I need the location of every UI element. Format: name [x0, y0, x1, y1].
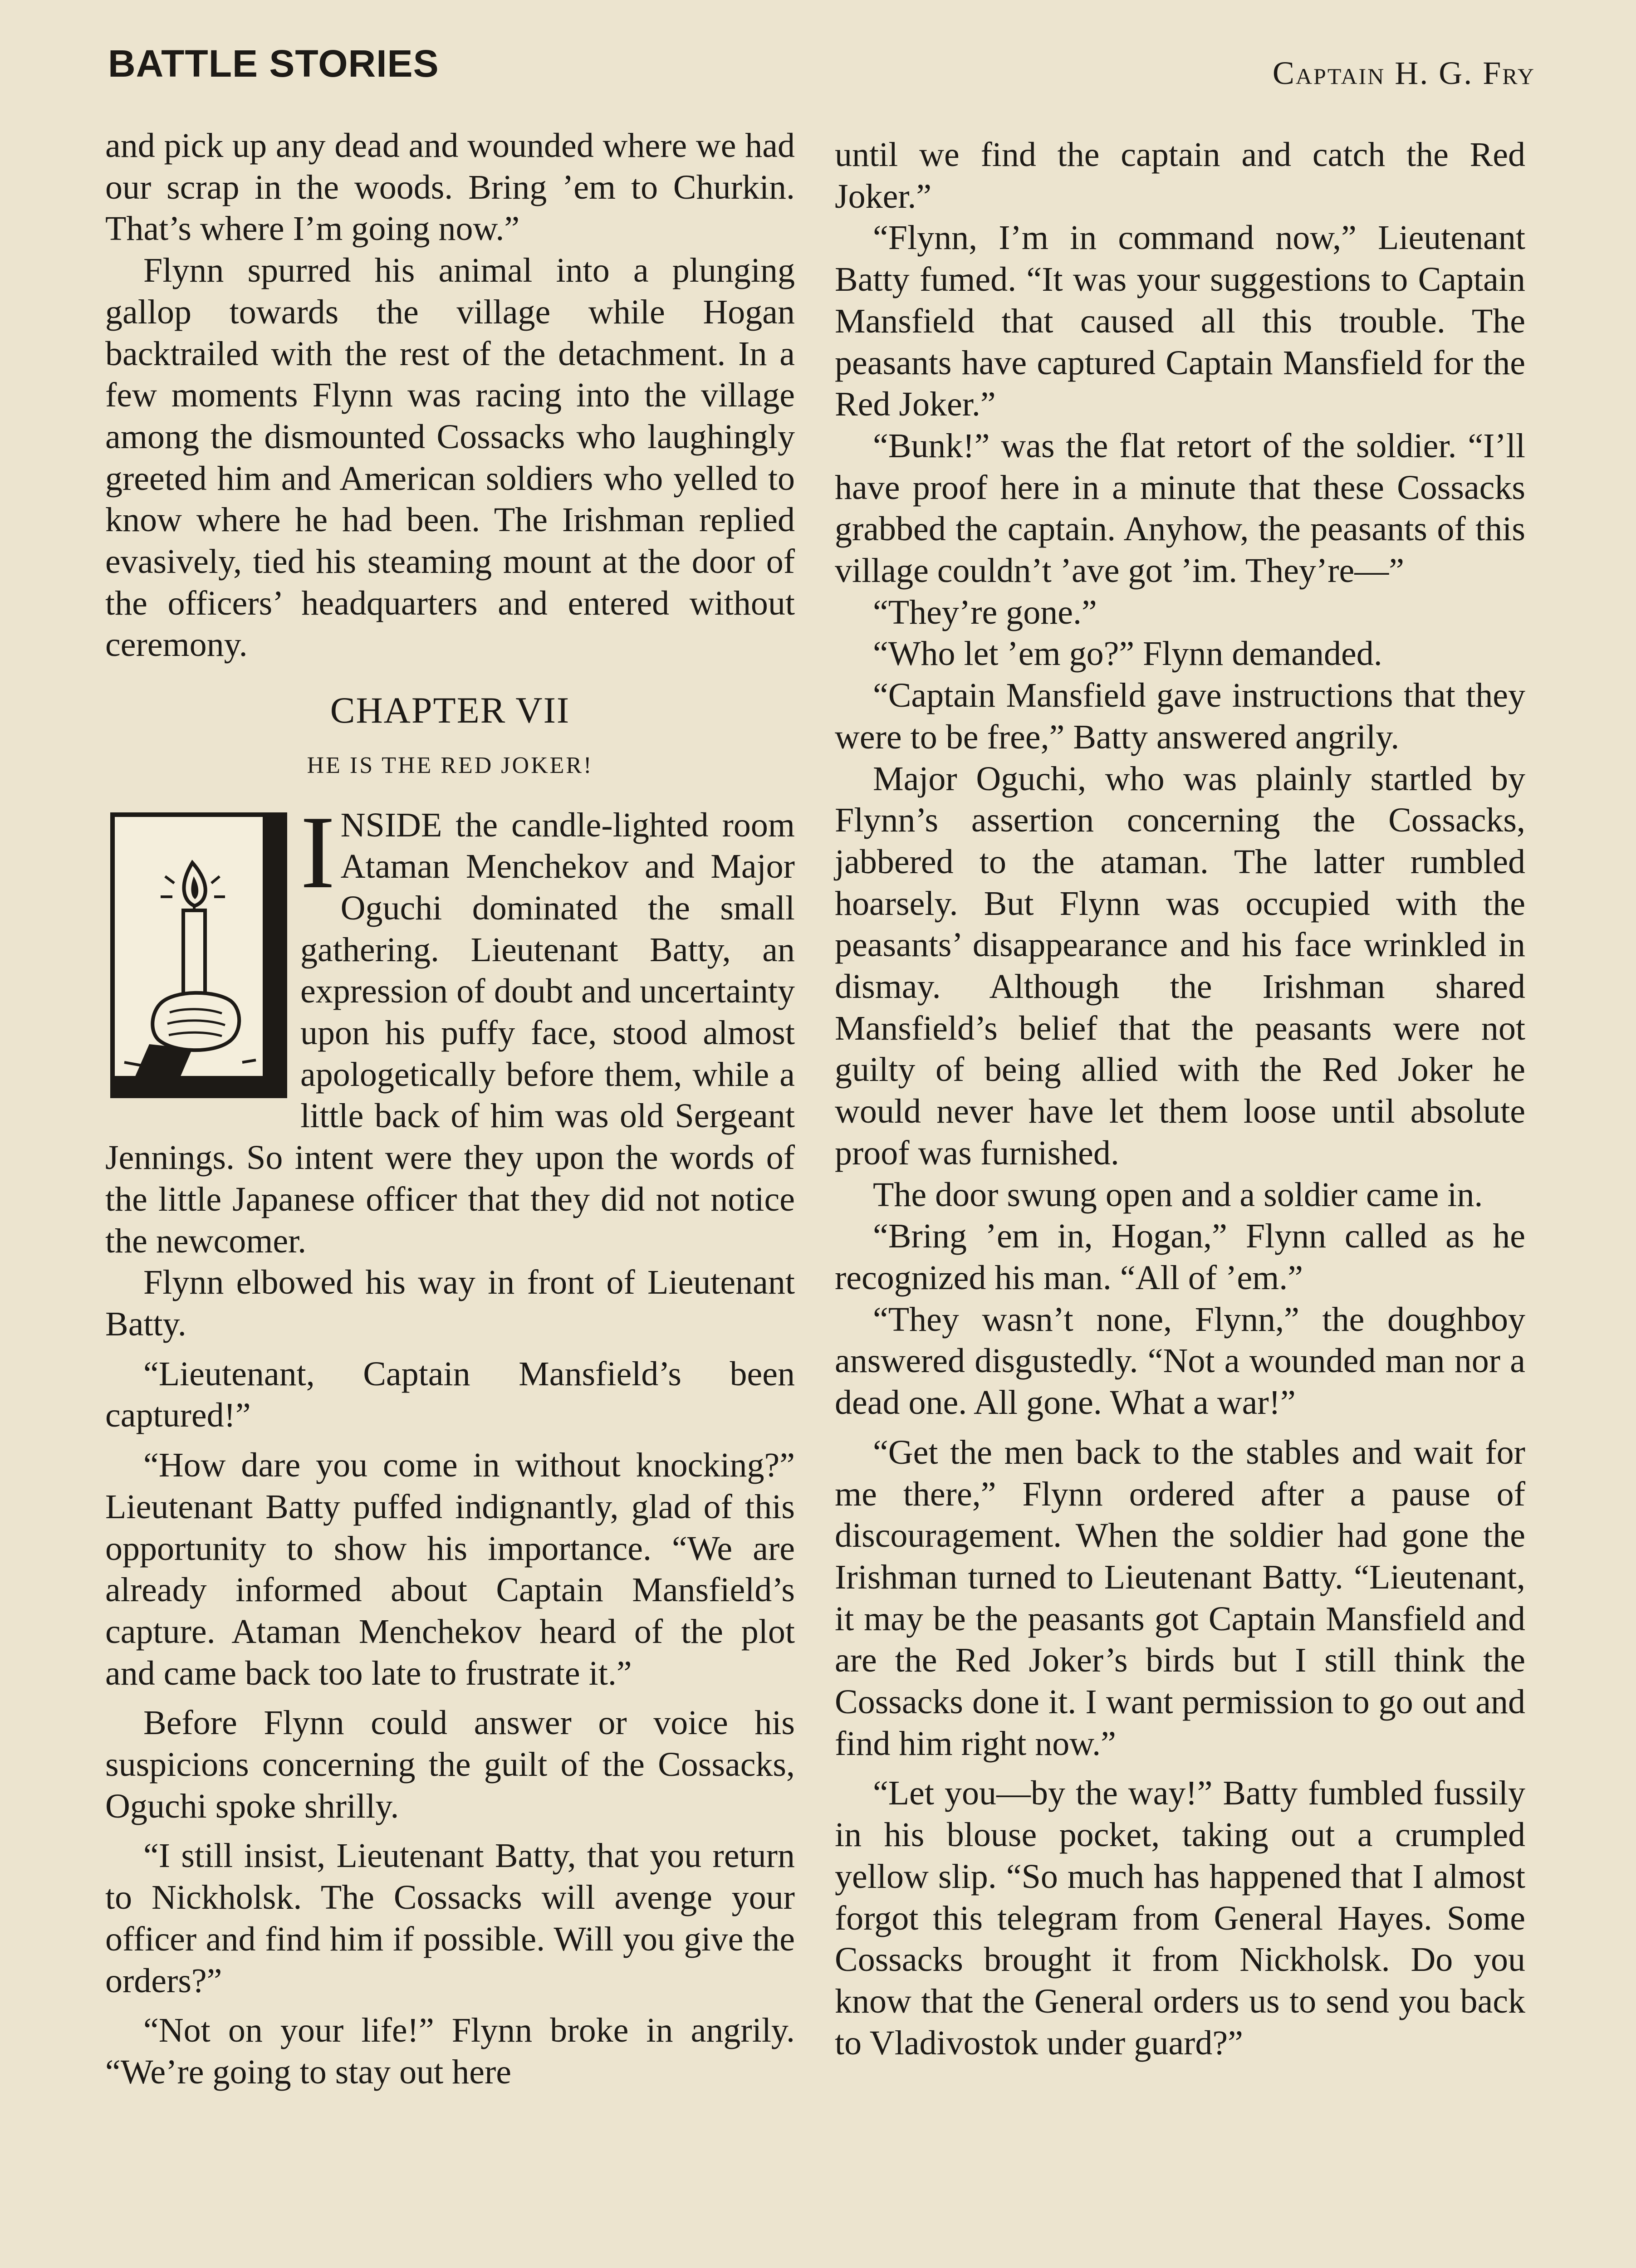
paragraph: Before Flynn could answer or voice his suspicions concerning the guilt of the Cossacks, Oguchi spoke shrilly. [105, 1704, 795, 1825]
candle-in-hand-icon [106, 808, 292, 1104]
paragraph: “Not on your life!” Flynn broke in angrily. “We’re going to stay out here [105, 2011, 795, 2091]
right-column [835, 134, 1525, 2064]
paragraph: until we find the captain and catch the Red Joker.” [835, 136, 1525, 215]
paragraph: Major Oguchi, who was plainly startled by Flynn’s assertion concerning the Cossacks, jabbered to the ataman. The latter rumbled hoarsely. But Flynn was occupied with the peasants’ disappearance and his face wrinkled in dismay. Although the Irishman shared Mansfield’s belief that the peasants were not guilty of being allied with the Red Joker he would never have let them loose until absolute proof was furnished. [835, 759, 1525, 1172]
paragraph: “They wasn’t none, Flynn,” the doughboy answered disgustedly. “Not a wounded man nor a dead one. All gone. What a war!” [835, 1300, 1525, 1422]
paragraph: “Who let ’em go?” Flynn demanded. [873, 635, 1382, 673]
paragraph: NSIDE the candle-lighted room Ataman Menchekov and Major Oguchi dominated the small gathering. Lieutenant Batty, an expression of doubt and uncertainty upon his puffy face, stood almost apologetically before them, while a little back of him was old Sergeant Jennings. So intent were they upon the words of the little Japanese officer that they did not notice the newcomer. [105, 806, 795, 1260]
chapter-subtitle: HE IS THE RED JOKER! [307, 752, 593, 778]
chapter-title: CHAPTER VII [330, 689, 570, 731]
chapter-opening [105, 805, 795, 1262]
paragraph: and pick up any dead and wounded where we had our scrap in the woods. Bring ’em to Churkin. That’s where I’m going now.” [105, 127, 795, 248]
paragraph: “Get the men back to the stables and wait for me there,” Flynn ordered after a pause of discouragement. When the soldier had gone the Irishman turned to Lieutenant Batty. “Lieutenant, it may be the peasants got Captain Mansfield and are the Red Joker’s birds but I still think the Cossacks done it. I want permission to go out and find him right now.” [835, 1433, 1525, 1763]
drop-cap: I [300, 804, 335, 910]
paragraph: The door swung open and a soldier came in. [873, 1175, 1483, 1214]
paragraph: “Bunk!” was the flat retort of the soldier. “I’ll have proof here in a minute that these Cossacks grabbed the captain. Anyhow, the peasants of this village couldn’t ’ave got ’im. They’re—” [835, 426, 1525, 590]
paragraph: “Let you—by the way!” Batty fumbled fussily in his blouse pocket, taking out a crumpled yellow slip. “So much has happened that I almost forgot this telegram from General Hayes. Some Cossacks brought it from Nickholsk. Do you know that the General orders us to send you back to Vladivostok under guard?” [835, 1774, 1525, 2062]
paragraph: “They’re gone.” [873, 593, 1097, 631]
left-column [105, 125, 795, 2093]
running-header-author: Captain H. G. Fry [1272, 55, 1535, 91]
paragraph: “Lieutenant, Captain Mansfield’s been captured!” [105, 1354, 795, 1435]
paragraph: “How dare you come in without knocking?” Lieutenant Batty puffed indignantly, glad of this opportunity to show his importance. “We are already informed about Captain Mansfield’s capture. Ataman Menchekov heard of the plot and came back too late to frustrate it.” [105, 1446, 795, 1692]
paragraph: Flynn spurred his animal into a plunging gallop towards the village while Hogan backtrailed with the rest of the detachment. In a few moments Flynn was racing into the village among the dismounted Cossacks who laughingly greeted him and American soldiers who yelled to know where he had been. The Irishman replied evasively, tied his steaming mount at the door of the officers’ headquarters and entered without ceremony. [105, 251, 795, 664]
paragraph: “Flynn, I’m in command now,” Lieutenant Batty fumed. “It was your suggestions to Captain Mansfield that caused all this trouble. The peasants have captured Captain Mansfield for the Red Joker.” [835, 219, 1525, 424]
paragraph: “I still insist, Lieutenant Batty, that you return to Nickholsk. The Cossacks will avenge your officer and find him if possible. Will you give the orders?” [105, 1837, 795, 2000]
paragraph: Flynn elbowed his way in front of Lieutenant Batty. [105, 1263, 795, 1343]
running-header-title: BATTLE STORIES [108, 42, 439, 85]
paragraph: “Captain Mansfield gave instructions that they were to be free,” Batty answered angrily. [835, 676, 1525, 756]
paragraph: “Bring ’em in, Hogan,” Flynn called as he recognized his man. “All of ’em.” [835, 1217, 1525, 1297]
